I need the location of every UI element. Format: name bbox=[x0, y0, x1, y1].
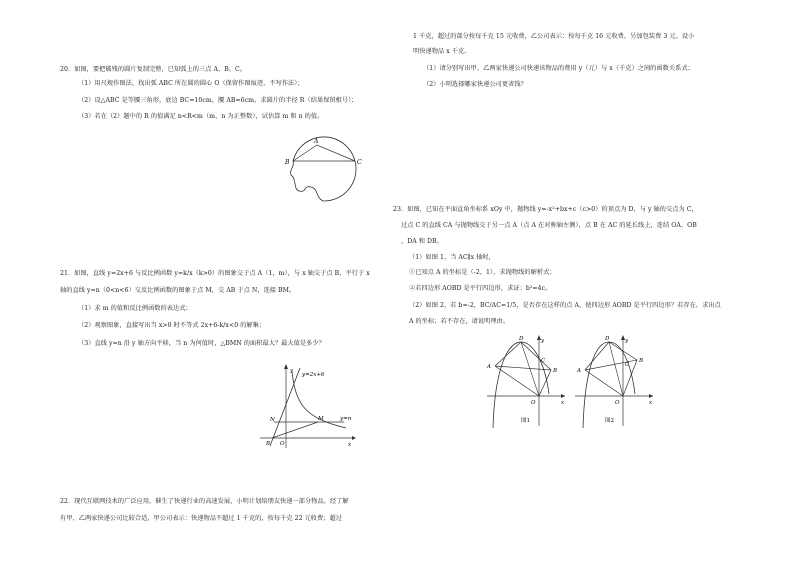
fig1-label-c: C bbox=[541, 358, 546, 364]
q23-part1: （1）如图 1，当 AC∥x 轴时， bbox=[409, 254, 495, 261]
q20-label-a: A bbox=[314, 138, 319, 145]
q22-line4: 明快递物品 x 千克。 bbox=[413, 48, 471, 55]
q21-part1: （1）求 m 的值和反比例函数的表达式； bbox=[78, 305, 192, 312]
fig1-label-o: O bbox=[531, 400, 536, 406]
fig1-label-b: B bbox=[553, 368, 558, 374]
q21-label-yeqn: y=n bbox=[340, 416, 352, 422]
q21-line2: 轴的直线 y=n（0<n<6）交反比例函数的图象于点 M，交 AB 于点 N，连接 BM。 bbox=[60, 287, 296, 294]
q21-label-n: N bbox=[270, 417, 275, 423]
fig1-label-y: y bbox=[541, 338, 545, 344]
q23-part2a: （2）如图 2，若 b=-2，BC/AC=1/5，是否存在这样的点 A，使四边形 AOBD 是平行四边形？若存在，求出点 bbox=[409, 302, 721, 309]
q21-label-y: y bbox=[290, 368, 294, 374]
fig2-label-x: x bbox=[649, 400, 653, 406]
q20-broken-circle-figure bbox=[285, 135, 365, 207]
q23-line3: ，DA 和 DB。 bbox=[401, 238, 443, 245]
q21-label-b: B bbox=[266, 441, 271, 447]
q23-part1a: ①已知点 A 的坐标是（-2，1），求抛物线的解析式； bbox=[409, 269, 556, 276]
fig2-label-a: A bbox=[577, 368, 581, 374]
q23-figure-2 bbox=[571, 334, 655, 430]
q20-label-b: B bbox=[285, 159, 290, 166]
fig1-caption: 图1 bbox=[521, 418, 530, 424]
q21-label-m: M bbox=[318, 416, 324, 422]
q21-part3: （3）直线 y=n 沿 y 轴方向平移，当 n 为何值时，△BMN 的面积最大？最大值是多少？ bbox=[78, 340, 325, 347]
q22-line2: 有甲、乙两家快递公司比较合适，甲公司表示：快递物品不超过 1 千克的，按每千克 22 元收费；超过 bbox=[60, 515, 342, 522]
fig1-label-d: D bbox=[519, 336, 524, 342]
q23-line1: 23．如图，已知在平面直角坐标系 xOy 中，抛物线 y=-x²+bx+c（c>0）的顶点为 D，与 y 轴的交点为 C， bbox=[393, 206, 698, 213]
q23-part1b: ②若四边形 AOBD 是平行四边形，求证：b²=4c。 bbox=[409, 285, 552, 292]
q20-stem: 20．如图，要把破残的圆片复制完整，已知弧上的三点 A、B、C。 bbox=[60, 66, 247, 73]
q23-line2: 过点 C 的直线 CA 与抛物线交于另一点 A（点 A 在对称轴左侧），点 B 在 AC 的延长线上，连结 OA、OB bbox=[401, 222, 697, 229]
fig2-label-d: D bbox=[605, 336, 610, 342]
q21-part2: （2）观察图象，直接写出当 x>0 时不等式 2x+6-k/x<0 的解集； bbox=[78, 322, 266, 329]
fig2-caption: 图2 bbox=[605, 418, 614, 424]
q21-line1: 21．如图，直线 y=2x+6 与反比例函数 y=k/x（k>0）的图象交于点 A（1，m），与 x 轴交于点 B，平行于 x bbox=[60, 270, 370, 277]
q23-figure-1 bbox=[483, 334, 567, 430]
q23-part2b: A 的坐标；若不存在，请说明理由。 bbox=[409, 318, 510, 325]
q22-line1: 22．现代互联网技术的广泛应用，催生了快递行业的高速发展，小明计划给朋友快递一部分物品，经了解 bbox=[60, 498, 349, 505]
fig2-label-b: B bbox=[639, 358, 644, 364]
fig2-label-y: y bbox=[625, 338, 629, 344]
fig2-label-c: C bbox=[625, 362, 630, 368]
fig1-label-x: x bbox=[561, 400, 565, 406]
q21-label-line: y=2x+6 bbox=[302, 372, 325, 378]
q22-part1: （1）请分别写出甲、乙两家快递公司快递该物品的费用 y（元）与 x（千克）之间的函数关系式； bbox=[423, 65, 694, 72]
q20-part1: （1）用尺规作图法，找出弧 ABC 所在圆的圆心 O（保留作图痕迹，不写作法）； bbox=[78, 80, 304, 87]
fig1-label-a: A bbox=[487, 364, 491, 370]
fig2-label-o: O bbox=[615, 400, 620, 406]
q21-label-x: x bbox=[348, 442, 352, 448]
q20-label-c: C bbox=[357, 159, 362, 166]
q20-part3: （3）若在（2）题中的 R 的值满足 n<R<m（m、n 为正整数），试估算 m 和 n 的值。 bbox=[78, 113, 324, 120]
q21-label-o: O bbox=[280, 441, 285, 447]
q22-line3: 1 千克，超过的部分按每千克 15 元收费，乙公司表示：按每千克 16 元收费，另加包装费 3 元。设小 bbox=[413, 33, 695, 40]
q20-part2: （2）设△ABC 是等腰三角形，底边 BC=10cm，腰 AB=6cm，求圆片的半径 R（结果保留根号）； bbox=[78, 97, 358, 104]
q22-part2: （2）小明选择哪家快递公司更省钱？ bbox=[423, 81, 527, 88]
q21-function-graph bbox=[256, 364, 356, 450]
